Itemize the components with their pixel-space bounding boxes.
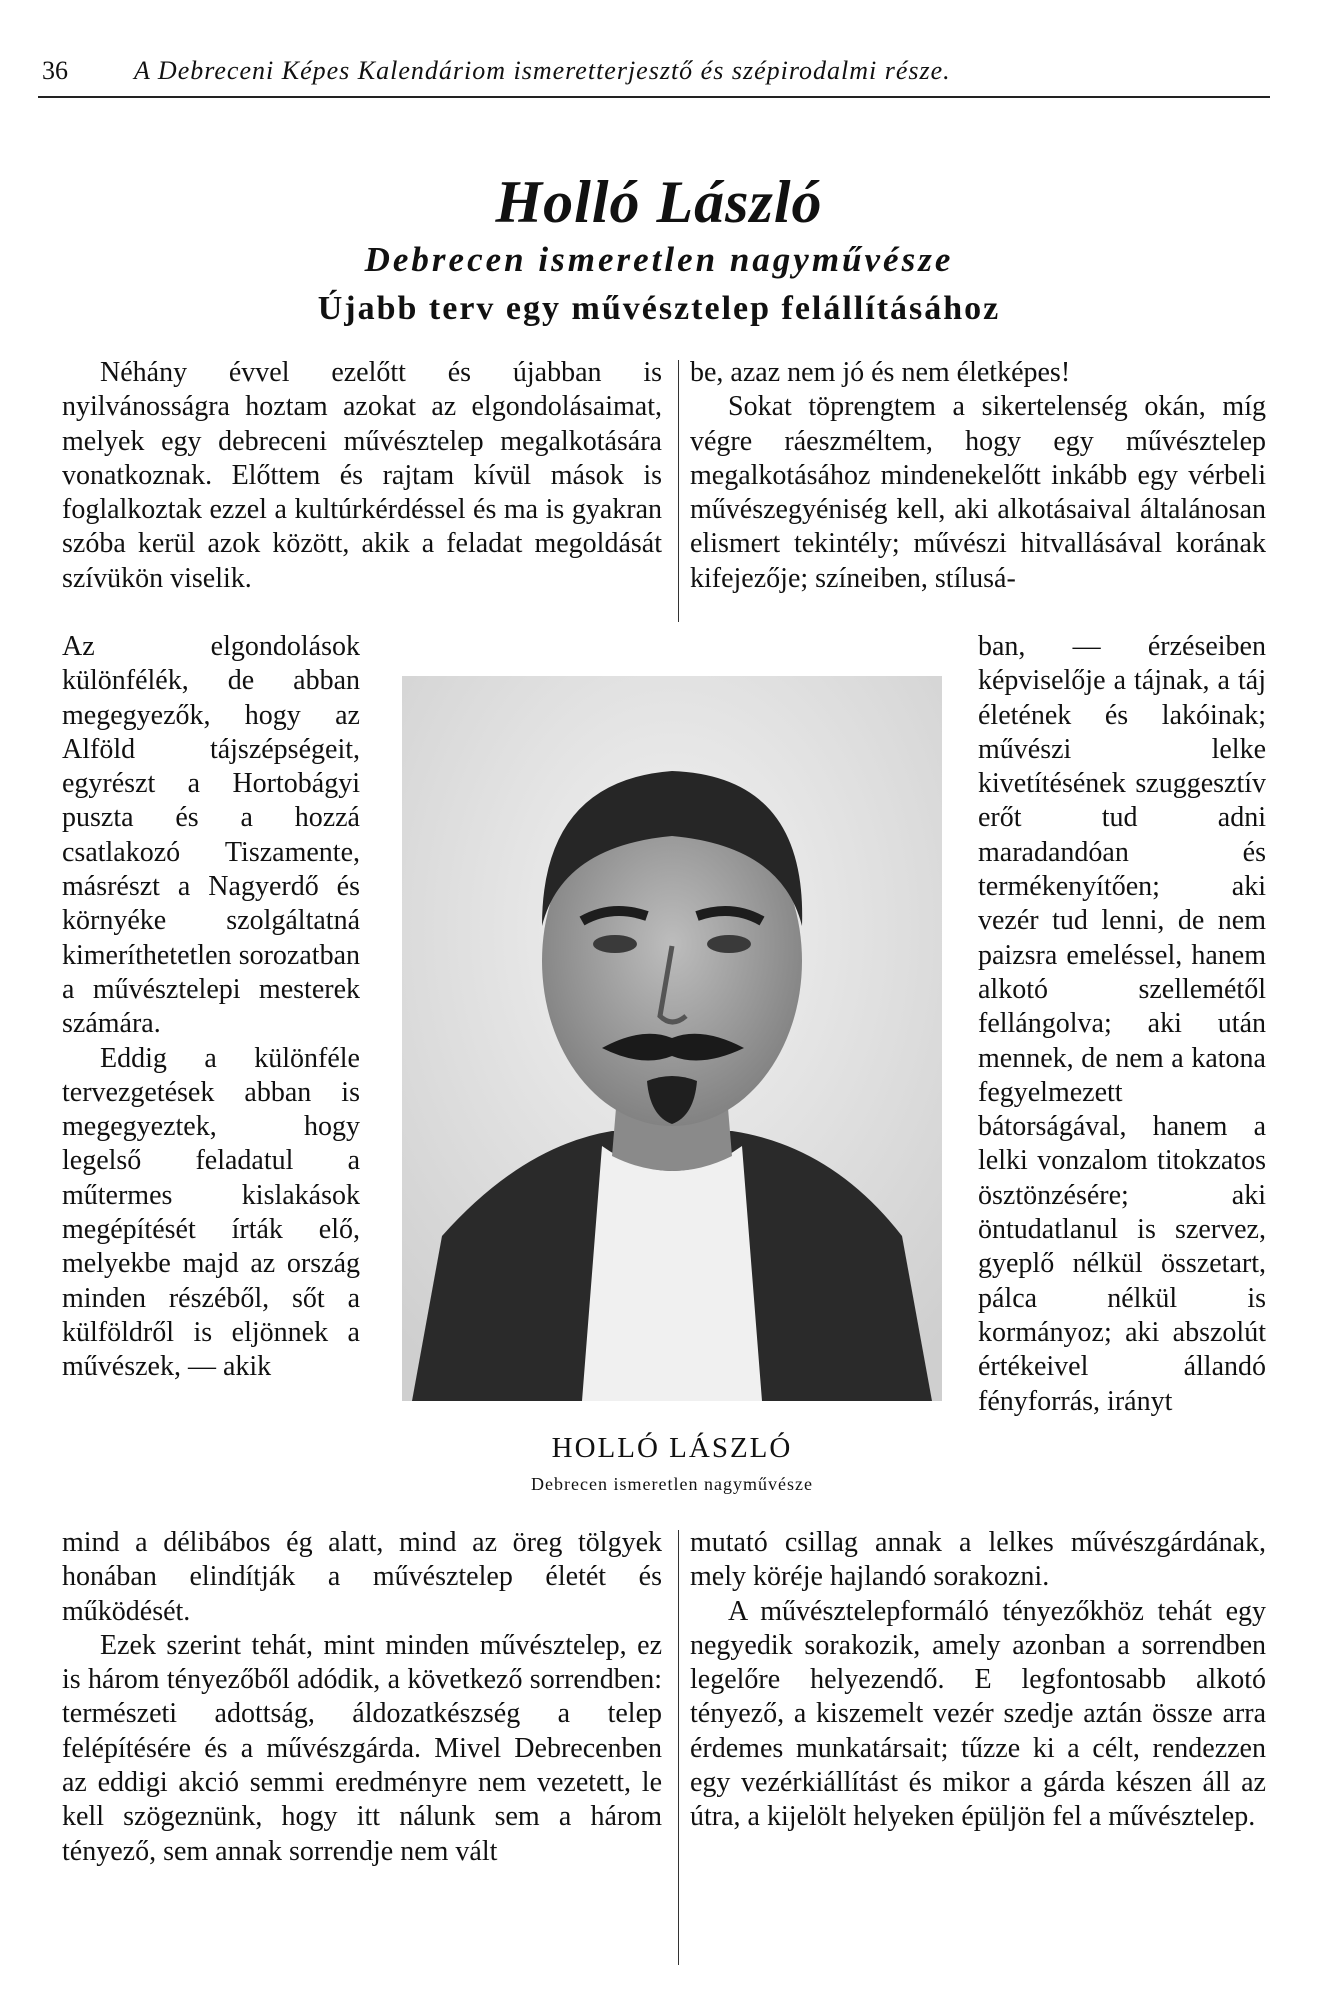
left-column-top <box>62 356 662 596</box>
running-header <box>42 56 1268 86</box>
paragraph: ban, — érzéseiben képviselője a tájnak, a táj életének és lakóinak; művészi lelke kivetítésének szuggesztív erőt tud adni maradandóan és termékenyítően; aki vezér tud lenni, de nem paizsra emeléssel, hanem alkotó szellemétől fellángolva; aki után mennek, de nem a katona fegyelmezett bátorságával, hanem a lelki vonzalom titokzatos ösztönzésére; aki öntudatlanul is szervez, gyeplő nélkül összetart, pálca nélkül is kormányoz; aki abszolút értékeivel állandó fényforrás, irányt <box>978 631 1266 1417</box>
column-rule-bottom <box>678 1530 679 1965</box>
header-rule <box>38 96 1270 98</box>
paragraph: Sokat töprengtem a sikertelenség okán, míg végre ráeszméltem, hogy egy művésztelep megalkotásához mindenekelőtt inkább egy vérbeli művészegyéniség kell, aki alkotásaival általánosan elismert tekintély; művészi hitvallásával korának kifejezője; színeiben, stílusá- <box>690 391 1266 594</box>
paragraph: A művésztelepformáló tényezőkhöz tehát egy negyedik sorakozik, amely azonban a sorrendben legelőre helyezendő. E legfontosabb alkotó tényező, a kiszemelt vezér szedje aztán össze arra érdemes munkatársait; tűzze ki a célt, rendezzen egy vezérkiállítást és mikor a gárda készen áll az útra, a kijelölt helyeken épüljön fel a művésztelep. <box>690 1595 1266 1833</box>
article-title: Holló László <box>495 169 823 235</box>
photo-caption: HOLLÓ LÁSZLÓ <box>551 1432 793 1464</box>
right-column-bottom <box>690 1526 1266 1835</box>
paragraph: mutató csillag annak a lelkes művészgárdának, mely köréje hajlandó sorakozni. <box>690 1527 1266 1593</box>
left-column-middle <box>62 630 360 1385</box>
running-title: A Debreceni Képes Kalendáriom ismeretterjesztő és szépirodalmi része. <box>134 56 951 85</box>
page-number: 36 <box>42 56 68 85</box>
paragraph: Ezek szerint tehát, mint minden művésztelep, ez is három tényezőből adódik, a következő sorrendben: természeti adottság, áldozatkészség a telep felépítésére és a művészgárda. Mivel Debrecenben az eddigi akció semmi eredményre nem vezetett, le kell szögeznünk, hogy itt nálunk sem a három tényező, sem annak sorrendje nem vált <box>62 1629 662 1867</box>
portrait-image <box>402 676 942 1401</box>
portrait-photo <box>402 676 942 1401</box>
right-column-top <box>690 356 1266 596</box>
paragraph: Az elgondolások különfélék, de abban megegyezők, hogy az Alföld tájszépségeit, egyrészt a Hortobágyi puszta és a hozzá csatlakozó Tiszamente, másrészt a Nagyerdő és környéke szolgáltatná kimeríthetetlen sorozatban a művésztelepi mesterek számára. <box>62 631 360 1040</box>
photo-caption-subtitle: Debrecen ismeretlen nagyművésze <box>531 1474 813 1494</box>
paragraph: Néhány évvel ezelőtt és újabban is nyilvánosságra hoztam azokat az elgondolásaimat, melyek egy debreceni művésztelep megalkotására vonatkoznak. Előttem és rajtam kívül mások is foglalkoztak ezzel a kultúrkérdéssel és ma is gyakran szóba kerül azok között, akik a feladat megoldását szívükön viselik. <box>62 357 662 594</box>
left-column-bottom <box>62 1526 662 1869</box>
article-subtitle: Debrecen ismeretlen nagyművésze <box>364 240 954 279</box>
paragraph: Eddig a különféle tervezgetések abban is megegyeztek, hogy legelső feladatul a műtermes kislakások megépítését írták elő, melyekbe majd az ország minden részéből, sőt a külföldről is eljönnek a művészek, — akik <box>62 1042 360 1383</box>
article-subtitle-secondary: Újabb terv egy művésztelep felállításához <box>317 290 1001 327</box>
right-column-middle <box>978 630 1266 1419</box>
paragraph: mind a délibábos ég alatt, mind az öreg tölgyek honában elindítják a művésztelep életét és működését. <box>62 1527 662 1627</box>
column-rule-top <box>678 360 679 622</box>
paragraph: be, azaz nem jó és nem életképes! <box>690 357 1071 388</box>
